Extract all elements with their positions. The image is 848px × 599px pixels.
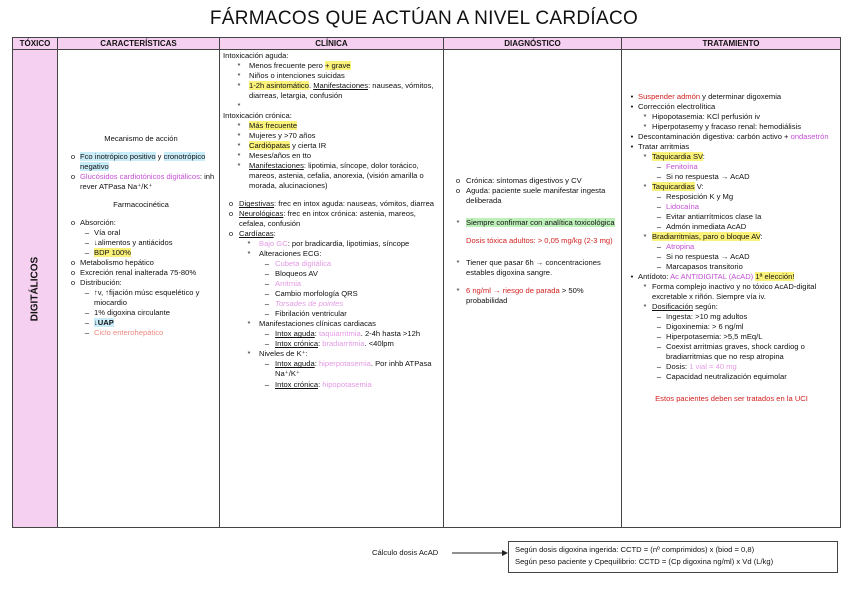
list-item: o Fco inotrópico positivo y cronotrópico negativo xyxy=(70,152,206,172)
list-item: – Hiperpotasemia: >5,5 mEq/L xyxy=(656,332,763,342)
list-item: * Siempre confirmar con analítica toxicológica xyxy=(456,218,615,228)
mechanism-title: Mecanismo de acción xyxy=(104,134,178,143)
list-item: – ↓alimentos y antiácidos xyxy=(84,238,173,248)
list-item: * Dosificación según: xyxy=(643,302,718,312)
diagnosis-cell xyxy=(444,50,622,528)
list-item: • Corrección electrolítica xyxy=(630,102,716,112)
header-row xyxy=(13,38,841,50)
list-item: * Menos frecuente pero + grave xyxy=(237,61,351,71)
list-item: – Arritmia xyxy=(264,279,302,289)
list-item: – Coexist arritmias graves, shock cardiog o bradiarritmias que no resp atropina xyxy=(656,342,805,362)
list-item: – Lidocaína xyxy=(656,202,699,212)
list-item: * xyxy=(237,101,241,111)
list-item: * Meses/años en tto xyxy=(237,151,312,161)
treatment-cell xyxy=(622,50,841,528)
header-toxico: TÓXICO xyxy=(13,38,58,50)
pharmacokinetics-title: Farmacocinética xyxy=(113,200,169,210)
list-item: o Digestivas: frec en intox aguda: nauseas, vómitos, diarrea xyxy=(228,199,435,209)
list-item: o Distribución: xyxy=(70,278,122,288)
toxic-dose: Dosis tóxica adultos: > 0,05 mg/kg (2-3 mg) xyxy=(466,236,613,246)
list-item: • Suspender admón y determinar digoxemia xyxy=(630,92,782,101)
page-title: FÁRMACOS QUE ACTÚAN A NIVEL CARDÍACO xyxy=(209,8,639,29)
list-item: * Alteraciones ECG: xyxy=(247,249,322,259)
right-arrow-icon xyxy=(452,549,508,557)
characteristics-cell xyxy=(58,50,220,528)
list-item: • Descontaminación digestiva: carbón activo + ondasetrón xyxy=(630,132,829,142)
list-item: – Resposición K y Mg xyxy=(656,192,734,202)
list-item: * Hipopotasemia: KCl perfusión iv xyxy=(643,112,761,122)
list-item: – Cubeta digitálica xyxy=(264,259,332,269)
list-item: – ↑v, ↑fijación músc esquelético y miocardio xyxy=(84,288,200,308)
digitalicos-row xyxy=(13,50,841,528)
list-item: * Cardiópatas y cierta IR xyxy=(237,141,327,151)
header-diagnostico: DIAGNÓSTICO xyxy=(444,38,622,50)
list-item: * Mujeres y >70 años xyxy=(237,131,316,141)
list-item: * Taquicardia SV: xyxy=(643,152,705,162)
header-clinica: CLÍNICA xyxy=(220,38,444,50)
clinical-cell xyxy=(220,50,444,528)
list-item: * Niveles de K⁺: xyxy=(247,349,308,359)
list-item: * Forma complejo inactivo y no tóxico AcAD-digital excretable x riñón. Siempre vía iv. xyxy=(643,282,817,302)
list-item: – Intox crónica: hipopotasemia xyxy=(264,379,372,389)
list-item: * 1-2h asintomático. Manifestaciones: nauseas, vómitos, diarreas, letargia, confusión xyxy=(237,81,434,101)
list-item: * Manifestaciones: lipotimia, síncope, dolor torácico, mareos, astenia, cefalia, anorexia, (visión amarilla o morada, alucinaciones) xyxy=(237,161,424,191)
list-item: – Fenitoína xyxy=(656,162,698,172)
header-caracteristicas: CARACTERÍSTICAS xyxy=(58,38,220,50)
icu-note: Estos pacientes deben ser tratados en la UCI xyxy=(655,394,808,404)
list-item: o Crónica: síntomas digestivos y CV xyxy=(455,176,582,185)
list-item: * Hiperpotasemy y fracaso renal: hemodiálisis xyxy=(643,122,801,132)
list-item: o Metabolismo hepático xyxy=(70,258,154,268)
list-item: – Atropina xyxy=(656,242,695,252)
list-item: o Neurológicas: frec en intox crónica: astenia, mareos, cefalea, confusión xyxy=(228,209,416,229)
list-item: o Cardíacas: xyxy=(228,229,276,239)
list-item: * Niños o intenciones suicidas xyxy=(237,71,345,81)
chronic-title: Intoxicación crónica: xyxy=(223,111,292,121)
list-item: – Intox aguda: taquiarritmia. 2-4h hasta >12h xyxy=(264,329,421,339)
list-item: – Evitar antiarrítmicos clase Ia xyxy=(656,212,762,222)
dose-calc-label: Cálculo dosis AcAD xyxy=(372,548,439,557)
list-item: – Marcapasos transitorio xyxy=(656,262,743,272)
dose-calc-box xyxy=(508,541,838,573)
dose-calc-formula-1: Según dosis digoxina ingerida: CCTD = (nº comprimidos) x (biod = 0,8) xyxy=(515,545,755,554)
list-item: – Intox aguda: hiperpotasemia. Por inhb ATPasa Na⁺/K⁺ xyxy=(264,359,432,379)
list-item: – Si no respuesta → AcAD xyxy=(656,252,750,262)
list-item: * 6 ng/ml → riesgo de parada > 50% probabilidad xyxy=(456,286,584,306)
list-item: – Digoxinemia: > 6 ng/ml xyxy=(656,322,744,332)
list-item: – Admón inmediata AcAD xyxy=(656,222,747,232)
list-item: – Capacidad neutralización equimolar xyxy=(656,372,787,382)
list-item: – Ingesta: >10 mg adultos xyxy=(656,312,748,322)
list-item: – Fibrilación ventricular xyxy=(264,309,347,319)
list-item: – 1% digoxina circulante xyxy=(84,308,170,318)
list-item: – Ciclo enterohepático xyxy=(84,328,164,338)
dose-calc-formula-2: Según peso paciente y Cpequilibrio: CCTD = (Cp digoxina ng/ml) x Vd (L/kg) xyxy=(515,556,774,566)
list-item: – Si no respuesta → AcAD xyxy=(656,172,750,182)
acute-title: Intoxicación aguda: xyxy=(223,51,289,60)
list-item: – ↓UAP xyxy=(84,318,114,328)
list-item: – Bloqueos AV xyxy=(264,269,318,279)
list-item: • Tratar arritmias xyxy=(630,142,690,152)
list-item: * Bajo GC: por bradicardia, lipotimias, síncope xyxy=(247,239,410,249)
list-item: – Vía oral xyxy=(84,228,121,238)
list-item: * Tiener que pasar 6h → concentraciones estables digoxina sangre. xyxy=(456,258,601,278)
list-item: * Bradiarritmias, paro o bloque AV: xyxy=(643,232,763,242)
list-item: – Intox crónica: bradiarritmia. <40lpm xyxy=(264,339,394,349)
list-item: – Torsades de pointes xyxy=(264,299,344,309)
list-item: * Más frecuente xyxy=(237,121,298,131)
list-item: o Excreción renal inalterada 75-80% xyxy=(70,268,197,278)
list-item: • Antídoto: Ac ANTIDIGITAL (AcAD) 1ª elección! xyxy=(630,272,795,282)
toxic-cell xyxy=(13,50,58,528)
drug-table xyxy=(12,37,841,528)
list-item: * Manifestaciones clínicas cardiacas xyxy=(247,319,376,329)
list-item: – Cambio morfología QRS xyxy=(264,289,358,299)
toxic-name: DIGITÁLICOS xyxy=(29,256,41,321)
list-item: o Glucósidos cardiotónicos digitálicos: inh rever ATPasa Na⁺/K⁺ xyxy=(70,172,215,192)
header-tratamiento: TRATAMIENTO xyxy=(622,38,841,50)
list-item: * Taquicardias V: xyxy=(643,182,704,192)
list-item: – Dosis: 1 vial = 40 mg xyxy=(656,362,737,372)
list-item: o Absorción: xyxy=(70,218,116,228)
list-item: o Aguda: paciente suele manifestar ingesta deliberada xyxy=(455,186,606,206)
list-item: – BDP 100% xyxy=(84,248,132,258)
